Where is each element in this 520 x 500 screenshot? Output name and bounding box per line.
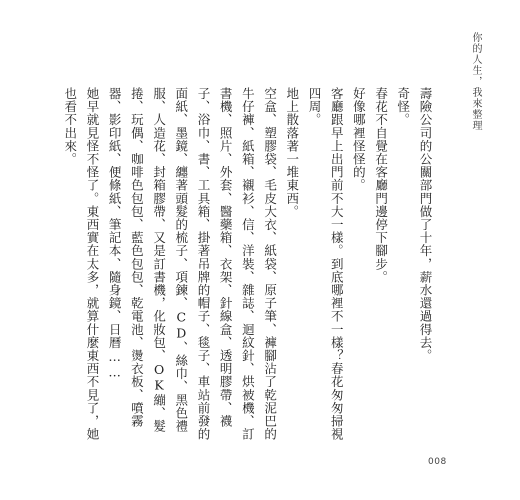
paragraph: 她早就見怪不怪了。東西實在太多，就算什麼東西不見了，她也看不出來。 [62, 87, 100, 441]
paragraph: 春花不自覺在客廳門邊停下腳步。 [373, 87, 389, 284]
paragraph: 好像哪裡怪怪的。 [351, 87, 367, 192]
paragraph: 壽險公司的公關部門做了十年，薪水還過得去。 [418, 87, 433, 363]
running-head: 你的人生，我來整理 [470, 32, 481, 131]
paragraph: 奇怪。 [395, 87, 411, 127]
page-number: 008 [428, 457, 447, 467]
body-text [62, 62, 436, 442]
paragraph: 空盒、塑膠袋、毛皮大衣、紙袋、原子筆、褲腳沾了乾泥巴的牛仔褲、紙箱、襯衫、信、洋裝、雜誌、迴紋針、烘被機、訂書機、照片、外套、醫藥箱、衣架、針線盒、透明膠帶、襪子、浴巾、書、工具箱、掛著吊牌的帽子、毯子、車站前發的面紙、墨鏡、纏著頭髮的梳子、項鍊、CD、絲巾、黑色禮服、人造花、封箱膠帶、又是訂書機，化妝包、OK繃、髮捲、玩偶、咖啡色包包、藍色包包、乾電池、燙衣板、噴霧器、影印紙、便條紙、筆記本、隨身鏡、日曆…… [107, 87, 278, 441]
paragraph: 客廳跟早上出門前不大一樣。到底哪裡不一樣？春花匆匆掃視四周。 [306, 87, 345, 441]
paragraph: 地上散落著一堆東西。 [284, 87, 300, 218]
